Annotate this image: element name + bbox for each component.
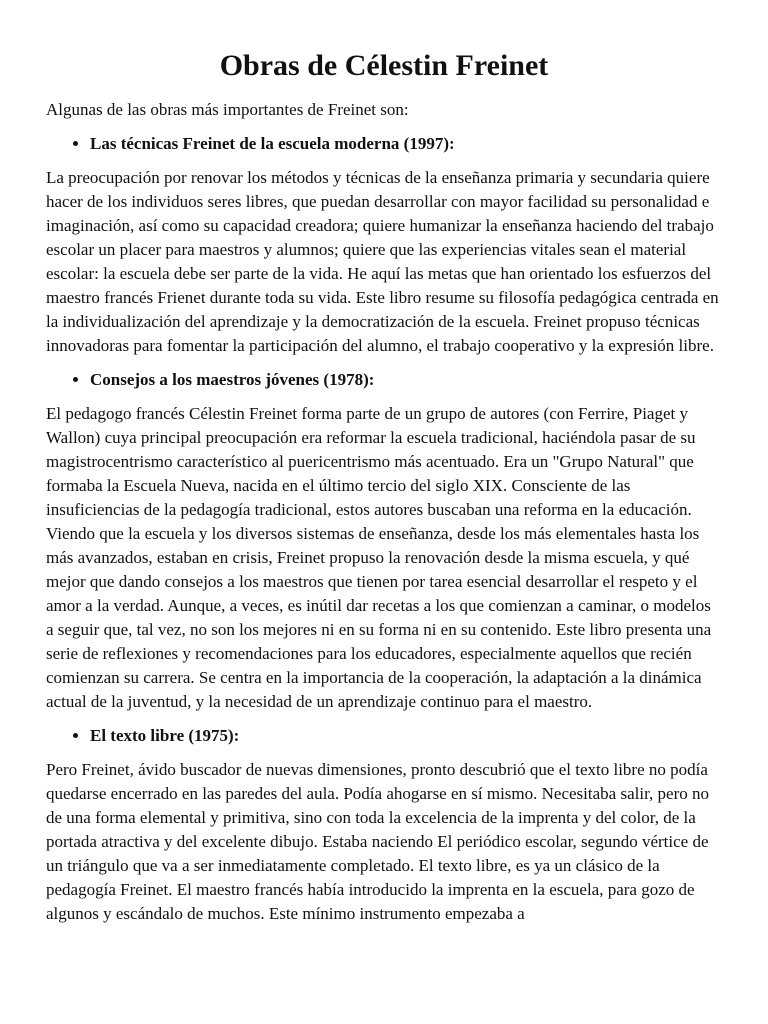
work-list-3: [46, 724, 722, 748]
work-list-1: [46, 132, 722, 156]
work-heading-1: • Las técnicas Freinet de la escuela moderna (1997):: [90, 132, 722, 156]
work-heading-2: • Consejos a los maestros jóvenes (1978):: [90, 368, 722, 392]
work-list-2: [46, 368, 722, 392]
work-description-2: El pedagogo francés Célestin Freinet forma parte de un grupo de autores (con Ferrire, Piaget y Wallon) cuya principal preocupación era reformar la escuela tradicional, haciéndola pasar de su magistrocentrismo característico al puericentrismo más acentuado. Era un "Grupo Natural" que formaba la Escuela Nueva, nacida en el último tercio del siglo XIX. Consciente de las insuficiencias de la pedagogía tradicional, estos autores buscaban una reforma en la educación. Viendo que la escuela y los diversos sistemas de enseñanza, desde los más elementales hasta los más avanzados, estaban en crisis, Freinet propuso la renovación desde la misma escuela, y qué mejor que dando consejos a los maestros que tienen por tarea esencial desarrollar el respeto y el amor a la verdad. Aunque, a veces, es inútil dar recetas a los que comienzan a caminar, o modelos a seguir que, tal vez, no son los mejores ni en su forma ni en su contenido. Este libro presenta una serie de reflexiones y recomendaciones para los educadores, especialmente aquellos que recién comienzan su carrera. Se centra en la importancia de la cooperación, la adaptación a la dinámica actual de la juventud, y la necesidad de un aprendizaje continuo para el maestro.: [46, 404, 712, 711]
page-title: Obras de Célestin Freinet: [219, 49, 549, 82]
work-heading-3: • El texto libre (1975):: [90, 724, 722, 748]
work-description-3: Pero Freinet, ávido buscador de nuevas dimensiones, pronto descubrió que el texto libre no podía quedarse encerrado en las paredes del aula. Podía ahogarse en sí mismo. Necesitaba salir, pero no de una forma elemental y primitiva, sino con toda la excelencia de la imprenta y del color, de la portada atractiva y del excelente dibujo. Estaba naciendo El periódico escolar, segundo vértice de un triángulo que va a ser inmediatamente completado. El texto libre, es ya un clásico de la pedagogía Freinet. El maestro francés había introducido la imprenta en la escuela, para gozo de algunos y escándalo de muchos. Este mínimo instrumento empezaba a: [46, 760, 710, 923]
intro-paragraph: Algunas de las obras más importantes de Freinet son:: [46, 100, 409, 119]
work-description-1: La preocupación por renovar los métodos y técnicas de la enseñanza primaria y secundaria quiere hacer de los individuos seres libres, que puedan desarrollar con mayor facilidad su personalidad e imaginación, así como su capacidad creadora; quiere humanizar la enseñanza haciendo del trabajo escolar un placer para maestros y alumnos; quiere que las experiencias vitales sean el material escolar: la escuela debe ser parte de la vida. He aquí las metas que han orientado los esfuerzos del maestro francés Frienet durante toda su vida. Este libro resume su filosofía pedagógica centrada en la individualización del aprendizaje y la democratización de la escuela. Freinet propuso técnicas innovadoras para fomentar la participación del alumno, el trabajo cooperativo y la expresión libre.: [46, 168, 719, 355]
